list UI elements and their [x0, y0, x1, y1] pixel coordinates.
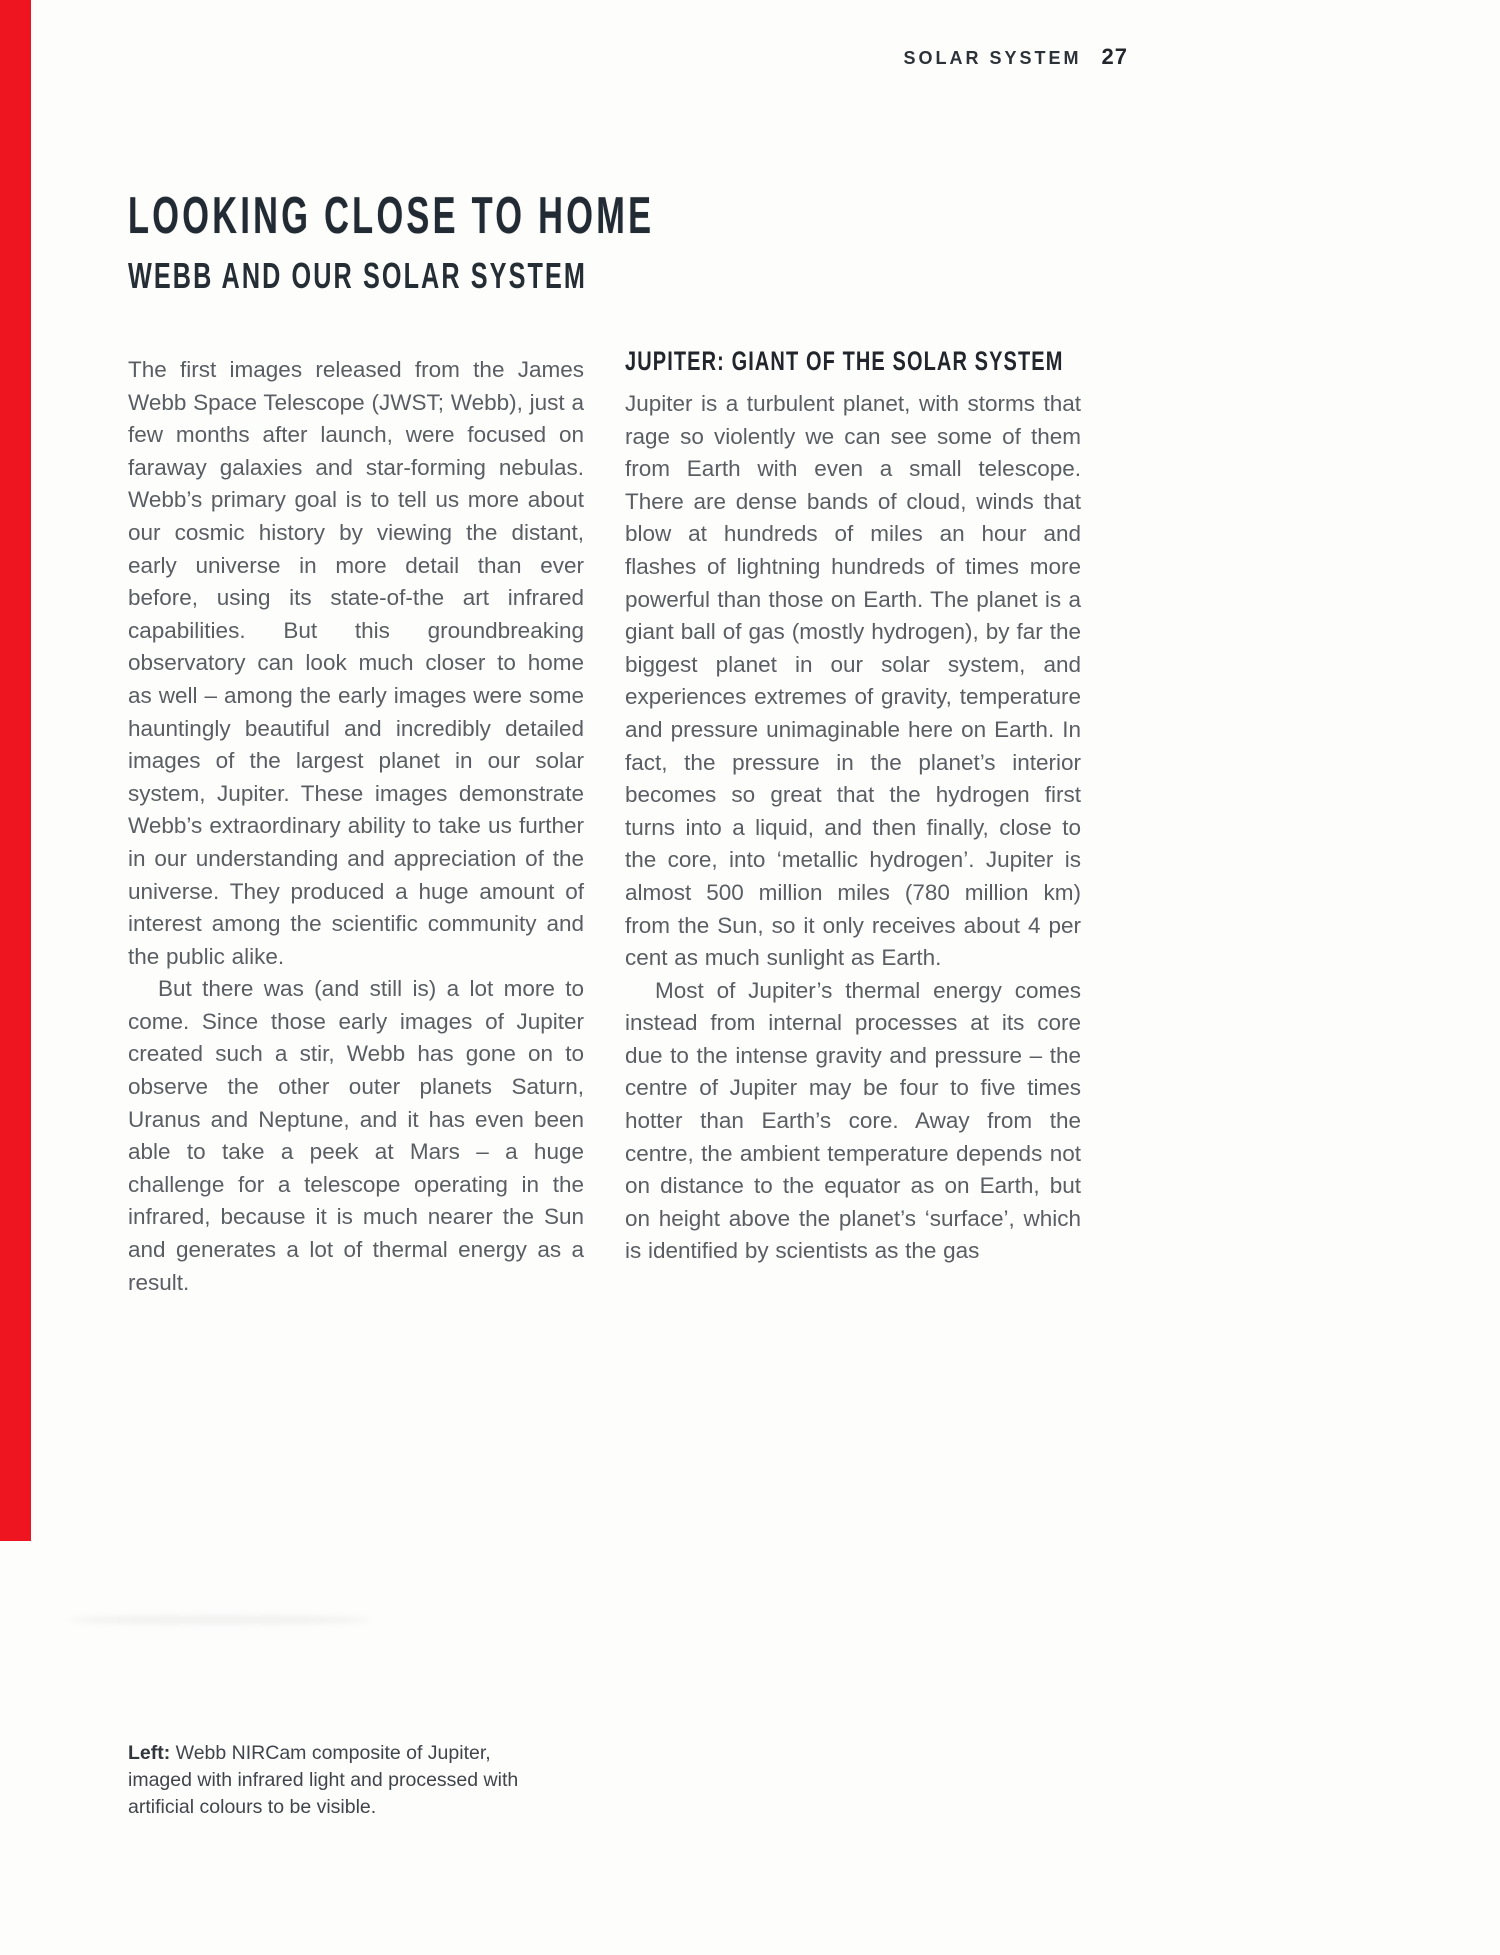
scan-smudge-artifact: [70, 1615, 370, 1625]
running-header: [904, 44, 1129, 70]
caption-label: Left:: [128, 1742, 176, 1764]
body-paragraph: Most of Jupiter’s thermal energy comes instead from internal processes at its core due to the intense gravity and pressure – the centre of Jupiter may be four to five times hotter than Earth’s core. Away from the centre, the ambient temperature depends not on distance to the equator as on Earth, but on height above the planet’s ‘surface’, which is identified by scientists as the gas: [625, 977, 1081, 1264]
page-number: 27: [1101, 44, 1128, 69]
title-block: [128, 187, 925, 296]
section-label: SOLAR SYSTEM: [903, 48, 1082, 68]
spine-accent-bar: [0, 0, 31, 1541]
page-title: LOOKING CLOSE TO HOME: [128, 187, 655, 245]
photo-caption: [128, 1740, 558, 1821]
body-paragraph: But there was (and still is) a lot more to come. Since those early images of Jupiter created such a stir, Webb has gone on to observe the other outer planets Saturn, Uranus and Neptune, and it has even been able to take a peek at Mars – a huge challenge for a telescope operating in the infrared, because it is much nearer the Sun and generates a lot of thermal energy as a result.: [128, 976, 584, 1295]
body-paragraph: Jupiter is a turbulent planet, with storms that rage so violently we can see some of them from Earth with even a small telescope. There are dense bands of cloud, winds that blow at hundreds of miles an hour and flashes of lightning hundreds of times more powerful than those on Earth. The planet is a giant ball of gas (mostly hydrogen), by far the biggest planet in our solar system, and experiences extremes of gravity, temperature and pressure unimaginable here on Earth. In fact, the pressure in the planet’s interior becomes so great that the hydrogen first turns into a liquid, and then finally, close to the core, into ‘metallic hydrogen’. Jupiter is almost 500 million miles (780 million km) from the Sun, so it only receives about 4 per cent as much sunlight as Earth.: [625, 391, 1081, 971]
section-heading: JUPITER: GIANT OF THE SOLAR SYSTEM: [625, 346, 1064, 376]
text-columns: [128, 346, 1081, 1299]
caption-text: Webb NIRCam composite of Jupiter, imaged with infrared light and processed with artificial colours to be visible.: [128, 1742, 519, 1818]
left-column: [128, 346, 584, 1299]
body-paragraph: The first images released from the James Webb Space Telescope (JWST; Webb), just a few months after launch, were focused on faraway galaxies and star-forming nebulas. Webb’s primary goal is to tell us more about our cosmic history by viewing the distant, early universe in more detail than ever before, using its state-of-the art infrared capabilities. But this groundbreaking observatory can look much closer to home as well – among the early images were some hauntingly beautiful and incredibly detailed images of the largest planet in our solar system, Jupiter. These images demonstrate Webb’s extraordinary ability to take us further in our understanding and appreciation of the universe. They produced a huge amount of interest among the scientific community and the public alike.: [128, 357, 584, 969]
page-subtitle: WEBB AND OUR SOLAR SYSTEM: [128, 255, 587, 296]
right-column: [625, 346, 1081, 1299]
